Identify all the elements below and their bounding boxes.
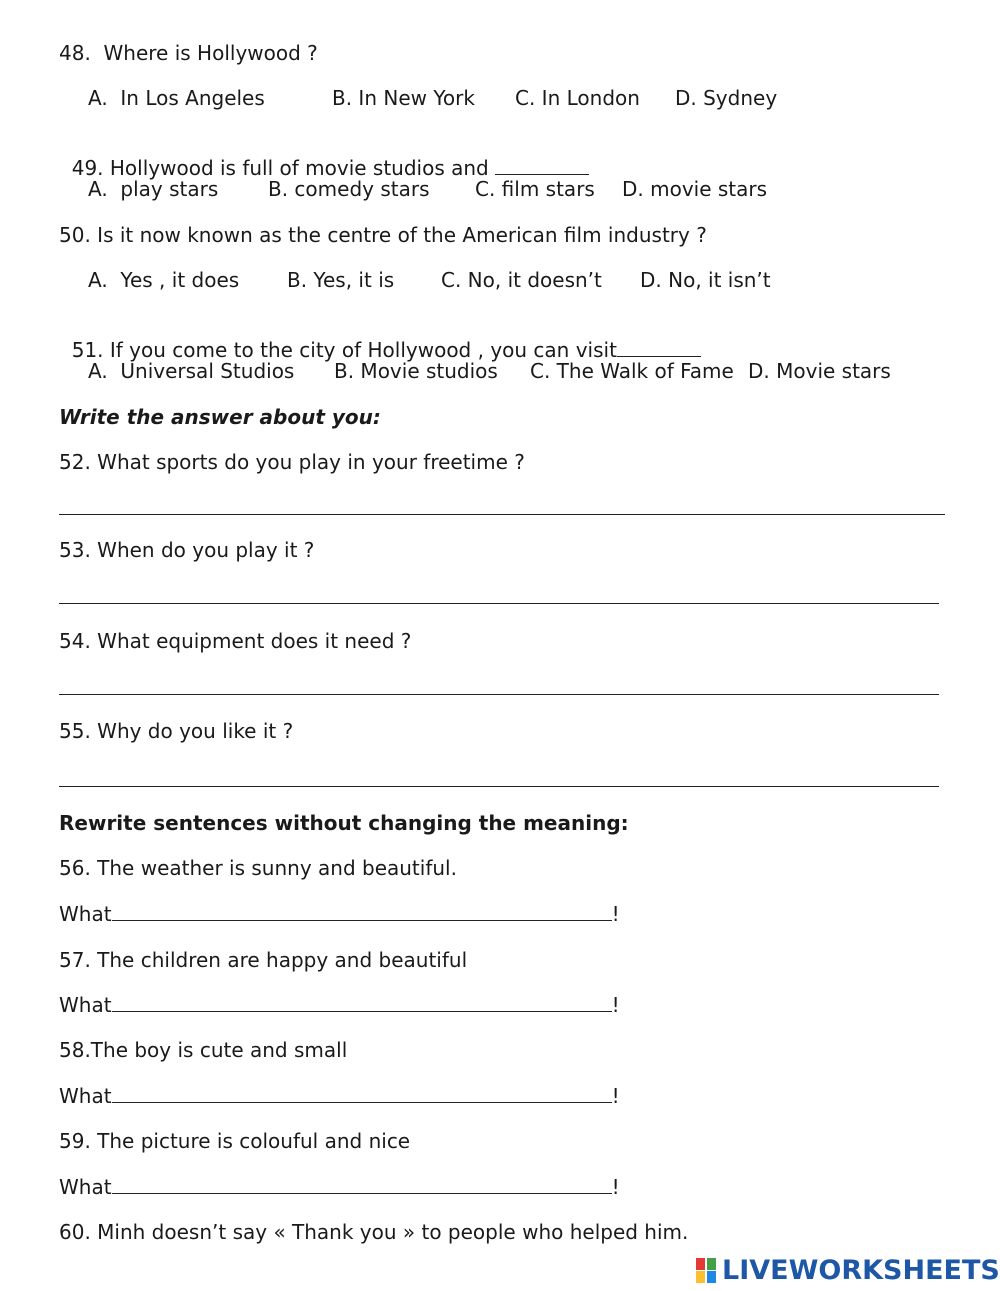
exclamation: ! bbox=[611, 1175, 620, 1199]
answer-line-52[interactable] bbox=[59, 514, 945, 515]
question-51 bbox=[59, 314, 701, 362]
q51-option-b: B. Movie studios bbox=[334, 359, 498, 383]
answer-line-53[interactable] bbox=[59, 603, 939, 604]
question-51-text: 51. If you come to the city of Hollywood , you can visit bbox=[71, 338, 617, 362]
logo-blocks-icon bbox=[696, 1256, 718, 1284]
question-59: 59. The picture is colouful and nice bbox=[59, 1129, 411, 1153]
answer-blank-56[interactable] bbox=[112, 902, 612, 921]
q51-blank[interactable] bbox=[617, 338, 701, 357]
question-49 bbox=[59, 132, 589, 180]
q49-option-a: A. play stars bbox=[88, 177, 219, 201]
q48-option-a: A. In Los Angeles bbox=[88, 86, 265, 110]
question-48: 48. Where is Hollywood ? bbox=[59, 41, 318, 65]
q51-option-a: A. Universal Studios bbox=[88, 359, 295, 383]
exclamation: ! bbox=[611, 902, 620, 926]
question-58: 58.The boy is cute and small bbox=[59, 1038, 348, 1062]
question-56: 56. The weather is sunny and beautiful. bbox=[59, 856, 457, 880]
question-53: 53. When do you play it ? bbox=[59, 538, 315, 562]
answer-58 bbox=[59, 1084, 620, 1108]
liveworksheets-logo[interactable] bbox=[696, 1254, 1000, 1286]
q51-option-c: C. The Walk of Fame bbox=[530, 359, 734, 383]
logo-text: LIVEWORKSHEETS bbox=[722, 1254, 1000, 1286]
question-50: 50. Is it now known as the centre of the American film industry ? bbox=[59, 223, 707, 247]
question-55: 55. Why do you like it ? bbox=[59, 719, 294, 743]
answer-line-54[interactable] bbox=[59, 694, 939, 695]
answer-blank-59[interactable] bbox=[112, 1175, 612, 1194]
q51-option-d: D. Movie stars bbox=[748, 359, 891, 383]
question-54: 54. What equipment does it need ? bbox=[59, 629, 412, 653]
answer-59 bbox=[59, 1175, 620, 1199]
what-prefix: What bbox=[59, 993, 112, 1017]
answer-56 bbox=[59, 902, 620, 926]
q49-option-c: C. film stars bbox=[475, 177, 595, 201]
q48-option-c: C. In London bbox=[515, 86, 640, 110]
answer-blank-57[interactable] bbox=[112, 993, 612, 1012]
exclamation: ! bbox=[611, 993, 620, 1017]
question-52: 52. What sports do you play in your freetime ? bbox=[59, 450, 525, 474]
exclamation: ! bbox=[611, 1084, 620, 1108]
q50-option-c: C. No, it doesn’t bbox=[441, 268, 602, 292]
section-heading-rewrite: Rewrite sentences without changing the meaning: bbox=[59, 811, 629, 835]
answer-57 bbox=[59, 993, 620, 1017]
answer-line-55[interactable] bbox=[59, 786, 939, 787]
question-60: 60. Minh doesn’t say « Thank you » to people who helped him. bbox=[59, 1220, 689, 1244]
q49-option-b: B. comedy stars bbox=[268, 177, 430, 201]
answer-blank-58[interactable] bbox=[112, 1084, 612, 1103]
what-prefix: What bbox=[59, 902, 112, 926]
q49-blank[interactable] bbox=[495, 156, 589, 175]
q50-option-a: A. Yes , it does bbox=[88, 268, 240, 292]
q49-option-d: D. movie stars bbox=[622, 177, 768, 201]
question-57: 57. The children are happy and beautiful bbox=[59, 948, 468, 972]
what-prefix: What bbox=[59, 1084, 112, 1108]
question-49-text: 49. Hollywood is full of movie studios and bbox=[71, 156, 489, 180]
q48-option-b: B. In New York bbox=[332, 86, 475, 110]
section-heading-about-you: Write the answer about you: bbox=[59, 405, 381, 429]
q48-option-d: D. Sydney bbox=[675, 86, 778, 110]
q50-option-d: D. No, it isn’t bbox=[640, 268, 771, 292]
q50-option-b: B. Yes, it is bbox=[287, 268, 395, 292]
what-prefix: What bbox=[59, 1175, 112, 1199]
